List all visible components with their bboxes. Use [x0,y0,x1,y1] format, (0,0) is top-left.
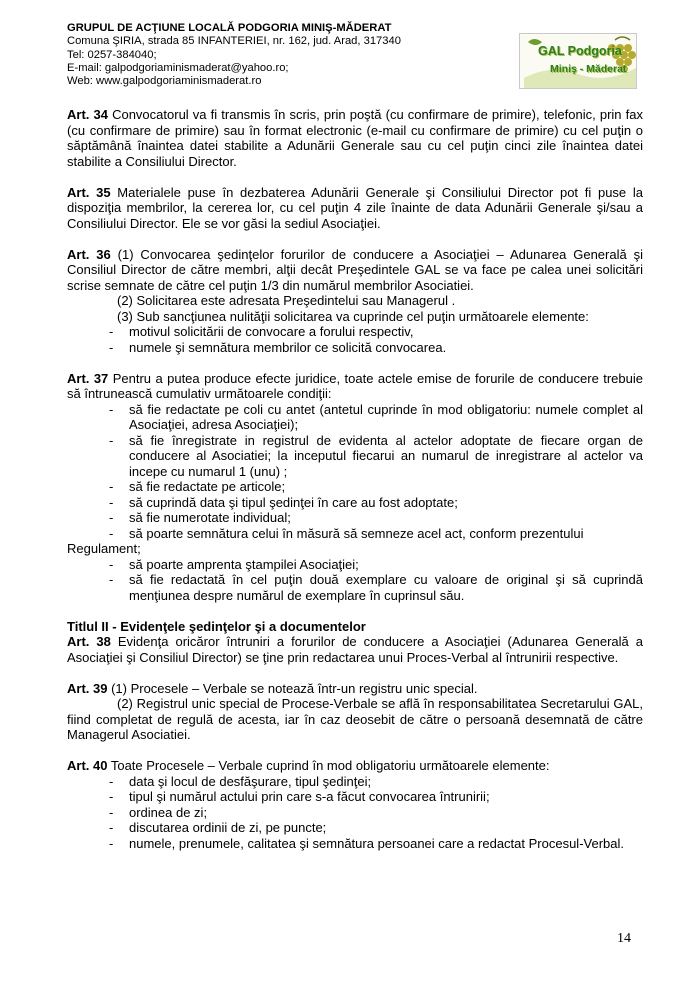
article-label: Art. 37 [67,370,109,386]
article-36 [67,247,643,294]
gal-logo [519,33,637,89]
article-label: Art. 36 [67,246,111,262]
article-text: (1) Procesele – Verbale se notează într-un registru unic special. [107,680,478,696]
list-item: - să fie redactate pe articole; [109,479,286,494]
organization-name: GRUPUL DE ACŢIUNE LOCALĂ PODGORIA MINIŞ-MĂDERAT [67,22,392,34]
list-item: - numele, prenumele, calitatea şi semnătura persoanei care a redactat Procesul-Verbal. [109,835,624,851]
list-continuation: Regulament; [67,541,141,556]
article-text: Pentru a putea produce efecte juridice, toate actele emise de forurile de conducere trebuie să întrunească cumulativ următoarele condiţii: [67,370,643,401]
list-item: - să cuprindă data şi tipul şedinţei în care au fost adoptate; [109,494,458,510]
list-item: - să poarte amprenta ştampilei Asociaţiei; [109,556,359,572]
article-label: Art. 40 [67,758,108,773]
grapes-icon [520,34,636,88]
article-text: Evidenţa oricăror întruniri a forurilor de conducere a Asociaţiei (Adunarea Generală a Asociaţiei şi Consiliul Director) se ţine prin redactarea unui Proces-Verbal al întrunirii respective. [67,634,643,665]
list-item: - discutarea ordinii de zi, pe puncte; [109,820,327,835]
article-39-para-2: (2) Registrul unic special de Procese-Verbale se află în responsabilitatea Secretarului GAL, fiind completat de regulă de acesta, iar în caz deosebit de către o persoană desemnată de către Managerul Asociatiei. [67,696,643,742]
list-item: - motivul solicitării de convocare a forului respectiv, [109,324,414,339]
list-item: - data şi locul de desfăşurare, tipul şedinţei; [109,773,372,789]
letterhead [67,22,487,88]
email-line: E-mail: galpodgoriaminismaderat@yahoo.ro; [67,61,289,74]
list-item: - să poarte semnătura celui în măsură să semneze acel act, conform prezentului [109,525,584,541]
article-40 [67,758,643,774]
article-37 [67,371,643,402]
section-title: Titlul II - Evidenţele şedinţelor şi a documentelor [67,618,366,634]
article-36-para-2: (2) Solicitarea este adresata Preşedintelui sau Managerul . [117,293,456,308]
logo-subtitle: Miniş - Măderat [550,63,627,75]
address-line: Comuna ŞIRIA, strada 85 INFANTERIEI, nr. 162, jud. Arad, 317340 [67,35,401,48]
article-label: Art. 38 [67,634,111,649]
article-36-para-3: (3) Sub sancţiunea nulităţii solicitarea va cuprinde cel puţin următoarele elemente: [117,308,589,324]
list-item: - să fie numerotate individual; [109,510,291,525]
list-item: - să fie redactată în cel puţin două exemplare cu valoare de original şi să cuprindă menţiunea despre numărul de exemplare în cuprinsul său. [109,572,643,603]
list-item: - să fie înregistrate in registrul de evidenta al actelor adoptate de fiecare organ de conducere al Asociatiei; la inceputul fiecarui an numarul de inregistrare al actelor va incepe cu numarul 1 (unu) ; [109,432,643,479]
article-text: Toate Procesele – Verbale cuprind în mod obligatoriu următoarele elemente: [107,758,550,773]
web-line: Web: www.galpodgoriaminismaderat.ro [67,75,262,88]
page-number: 14 [617,931,631,946]
article-text: Materialele puse în dezbaterea Adunării Generale şi Consiliului Director pot fi puse la dispoziţia membrilor, la cererea lor, cu cel puţin 4 zile înainte de data Adunării Generale şi/sau a Consiliului Director. Ele se vor găsi la sediul Asociaţiei. [67,184,643,231]
article-text: Convocatorul va fi transmis în scris, prin poştă (cu confirmare de primire), telefonic, prin fax (cu confirmare de primire) sau în format electronic (e-mail cu confirmare de primire) cu cel puţin o săptămână înaintea datei stabilite a Adunării Generale sau cu cel puţin cinci zile înaintea datei stabilite a Consiliului Director. [67,107,643,169]
article-text: (1) Convocarea şedinţelor forurilor de conducere a Asociaţiei – Adunarea Generală şi Consiliul Director de către membri, alţii decât Preşedintele GAL se va face pe calea unei solicitări scrise semnate de către cel puţin 1/3 din numărul membrilor Asociatiei. [67,246,643,293]
list-item: - ordinea de zi; [109,804,208,820]
article-35 [67,185,643,232]
article-label: Art. 39 [67,680,108,696]
logo-title: GAL Podgoria [538,44,622,58]
list-item: - tipul şi numărul actului prin care s-a făcut convocarea întrunirii; [109,789,490,804]
phone-line: Tel: 0257-384040; [67,48,157,61]
list-item: - numele şi semnătura membrilor ce solicită convocarea. [109,339,447,355]
article-34 [67,107,643,169]
article-label: Art. 35 [67,184,111,200]
list-item: - să fie redactate pe coli cu antet (antetul cuprinde în mod obligatoriu: numele complet al Asociaţiei, adresa Asociaţiei); [109,401,643,432]
article-label: Art. 34 [67,107,108,122]
page-body [67,107,643,851]
article-39 [67,681,643,697]
article-38 [67,634,643,665]
